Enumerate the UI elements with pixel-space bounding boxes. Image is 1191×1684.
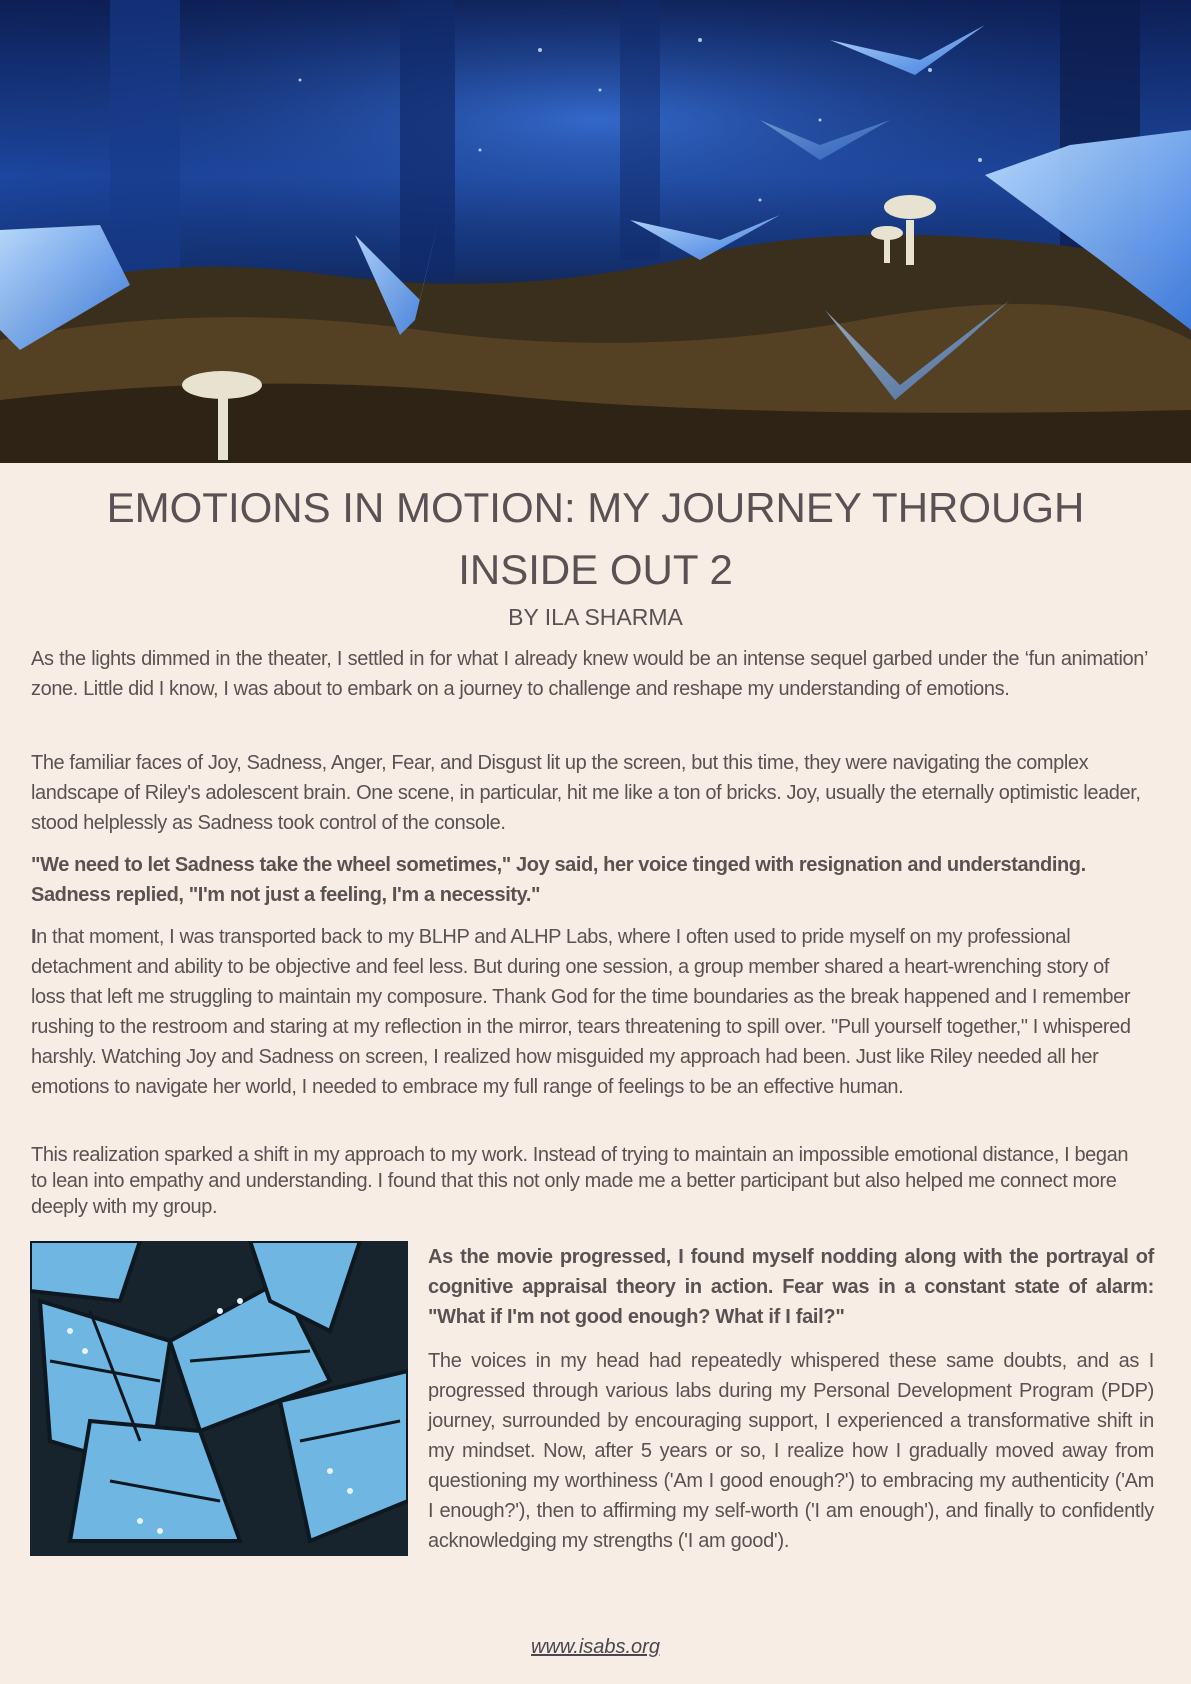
hero-image (0, 0, 1191, 463)
footer (0, 1636, 1191, 1659)
quote-fear: As the movie progressed, I found myself nodding along with the portrayal of cognitive appraisal theory in action. Fear was in a constant state of alarm: "What if I'm not good enough? What if I fail?" (428, 1246, 1154, 1328)
paragraph-realization: This realization sparked a shift in my approach to my work. Instead of trying to maintain an impossible emotional distance, I began to lean into empathy and understanding. I found that this not only made me a better participant but also helped me connect more deeply with my group. (31, 1144, 1129, 1218)
paragraph-intro: As the lights dimmed in the theater, I settled in for what I already knew would be an intense sequel garbed under the ‘fun animation’ zone. Little did I know, I was about to embark on a journey to challenge and reshape my understanding of emotions. (31, 648, 1148, 700)
author-byline: BY ILA SHARMA (508, 604, 683, 630)
drop-initial: I (31, 926, 37, 948)
page-title: EMOTIONS IN MOTION: MY JOURNEY THROUGH INSIDE OUT 2 (106, 484, 1085, 593)
quote-joy-sadness: "We need to let Sadness take the wheel sometimes," Joy said, her voice tinged with resignation and understanding. Sadness replied, "I'm not just a feeling, I'm a necessity." (31, 854, 1086, 906)
paragraph-characters: The familiar faces of Joy, Sadness, Anger, Fear, and Disgust lit up the screen, but this time, they were navigating the complex landscape of Riley's adolescent brain. One scene, in particular, hit me like a ton of bricks. Joy, usually the eternally optimistic leader, stood helplessly as Sadness took control of the console. (31, 752, 1141, 834)
butterfly-inset-image (30, 1241, 408, 1556)
paragraph-pdp-journey: The voices in my head had repeatedly whispered these same doubts, and as I progressed through various labs during my Personal Development Program (PDP) journey, surrounded by encouraging support, I experienced a transformative shift in my mindset. Now, after 5 years or so, I realize how I gradually moved away from questioning my worthiness ('Am I good enough?') to embracing my authenticity ('Am I enough?'), then to affirming my self-worth ('I am enough'), and finally to confidently acknowledging my strengths ('I am good'). (428, 1350, 1154, 1552)
paragraph-labs-text: n that moment, I was transported back to my BLHP and ALHP Labs, where I often used to pride myself on my professional detachment and ability to be objective and feel less. But during one session, a group member shared a heart-wrenching story of loss that left me struggling to maintain my composure. Thank God for the time boundaries as the break happened and I remember rushing to the restroom and staring at my reflection in the mirror, tears threatening to spill over. "Pull yourself together," I whispered harshly. Watching Joy and Sadness on screen, I realized how misguided my approach had been. Just like Riley needed all her emotions to navigate her world, I needed to embrace my full range of feelings to be an effective human. (31, 926, 1131, 1098)
paragraph-labs (31, 922, 1148, 1102)
website-link[interactable]: www.isabs.org (531, 1636, 660, 1658)
monarch-butterflies-illustration (30, 1241, 408, 1556)
butterfly-forest-illustration (0, 0, 1191, 463)
